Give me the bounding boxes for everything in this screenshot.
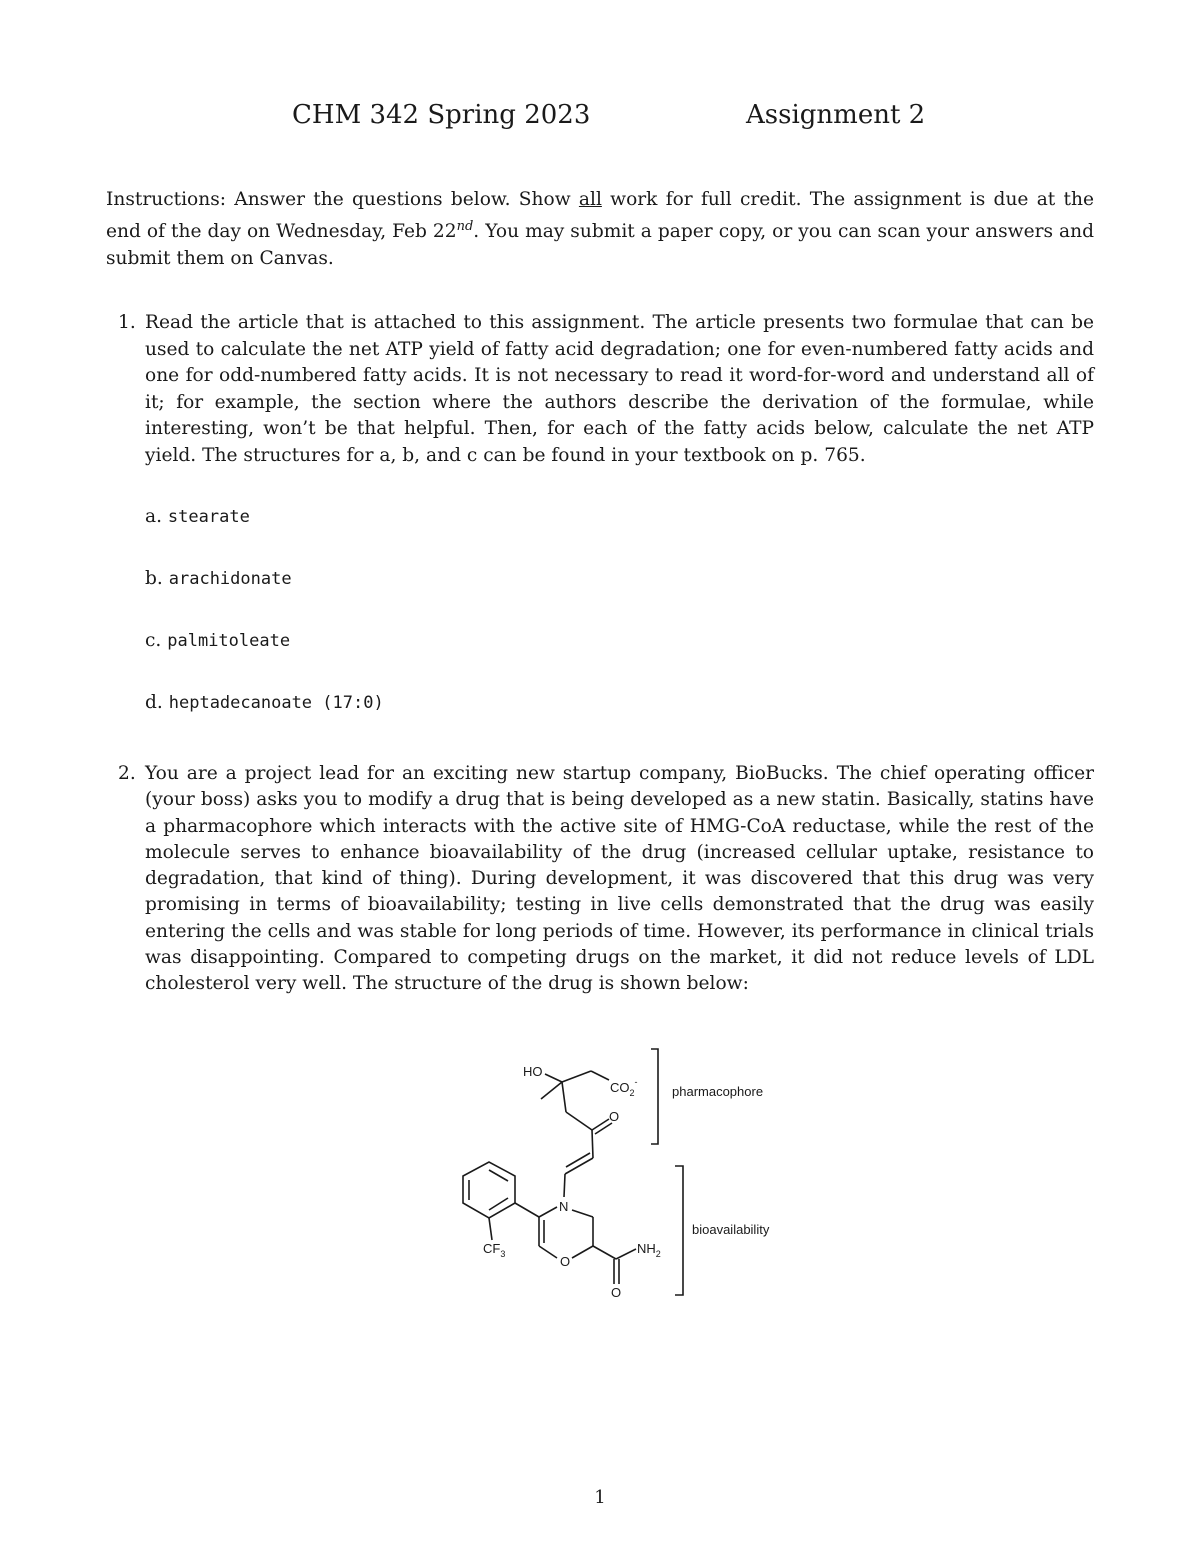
structure-bonds: [463, 1049, 683, 1295]
question-2-text: You are a project lead for an exciting new startup company, BioBucks. The chief operating officer (your boss) asks you to modify a drug that is being developed as a new statin. Basically, statins have a pharmacophore which interacts with the active site of HMG-CoA reductase, while the rest of the molecule serves to enhance bioavailability of the drug (increased cellular uptake, resistance to degradation, that kind of thing). During development, it was discovered that this drug was very promising in terms of bioavailability; testing in live cells demonstrated that the drug was easily entering the cells and was stable for long periods of time. However, its performance in clinical trials was disappointing. Compared to competing drugs on the market, it did not reduce levels of LDL cholesterol very well. The structure of the drug is shown below:: [145, 763, 1094, 995]
atom-label-n: N: [559, 1199, 569, 1214]
question-1: [106, 310, 1094, 469]
instructions-text-3: . You may submit a paper copy, or you can scan your answers and submit them on Canvas.: [106, 221, 1094, 270]
atom-label-co2: $CO_2^-$: [610, 1077, 638, 1098]
atom-label-cf3: $CF_3$: [483, 1241, 506, 1259]
item-label: b.: [145, 568, 163, 589]
instructions-paragraph: [106, 186, 1094, 272]
question-1-number: 1.: [118, 312, 136, 333]
question-2: [106, 761, 1094, 998]
question-1-item-b: [145, 568, 292, 589]
instructions-text-2: work for full credit. The assignment is due at the end of the day on Wednesday, Feb 22: [106, 189, 1094, 243]
item-label: c.: [145, 630, 162, 651]
label-bioavailability: bioavailability: [692, 1222, 770, 1237]
page-number: 1: [594, 1487, 606, 1508]
item-name: arachidonate: [168, 569, 292, 589]
question-1-item-d: [145, 692, 384, 713]
item-name: heptadecanoate (17:0): [168, 693, 384, 713]
question-1-text: Read the article that is attached to this assignment. The article presents two formulae that can be used to calculate the net ATP yield of fatty acid degradation; one for even-numbered fatty acids and one for odd-numbered fatty acids. It is not necessary to read it word-for-word and understand all of it; for example, the section where the authors describe the derivation of the formulae, while interesting, won’t be that helpful. Then, for each of the fatty acids below, calculate the net ATP yield. The structures for a, b, and c can be found in your textbook on p. 765.: [145, 312, 1094, 466]
instructions-underlined-word: all: [578, 189, 602, 210]
drug-structure-figure: [450, 1040, 790, 1310]
atom-label-amide-o: O: [611, 1285, 622, 1300]
assignment-title: Assignment 2: [746, 100, 926, 130]
course-title: CHM 342 Spring 2023: [292, 100, 591, 130]
atom-label-ring-o: O: [560, 1254, 571, 1269]
label-pharmacophore: pharmacophore: [672, 1084, 764, 1099]
atom-label-ketone-o: O: [609, 1109, 620, 1124]
item-name: palmitoleate: [167, 631, 291, 651]
question-1-item-a: [145, 506, 250, 527]
instructions-superscript: nd: [456, 219, 474, 234]
atom-label-ho: HO: [523, 1064, 543, 1079]
atom-label-nh2: $NH_2$: [637, 1241, 661, 1259]
question-2-number: 2.: [118, 763, 136, 784]
item-label: d.: [145, 692, 163, 713]
instructions-text-1: Instructions: Answer the questions below. Show: [106, 189, 579, 210]
question-1-item-c: [145, 630, 290, 651]
item-label: a.: [145, 506, 162, 527]
item-name: stearate: [167, 507, 250, 527]
